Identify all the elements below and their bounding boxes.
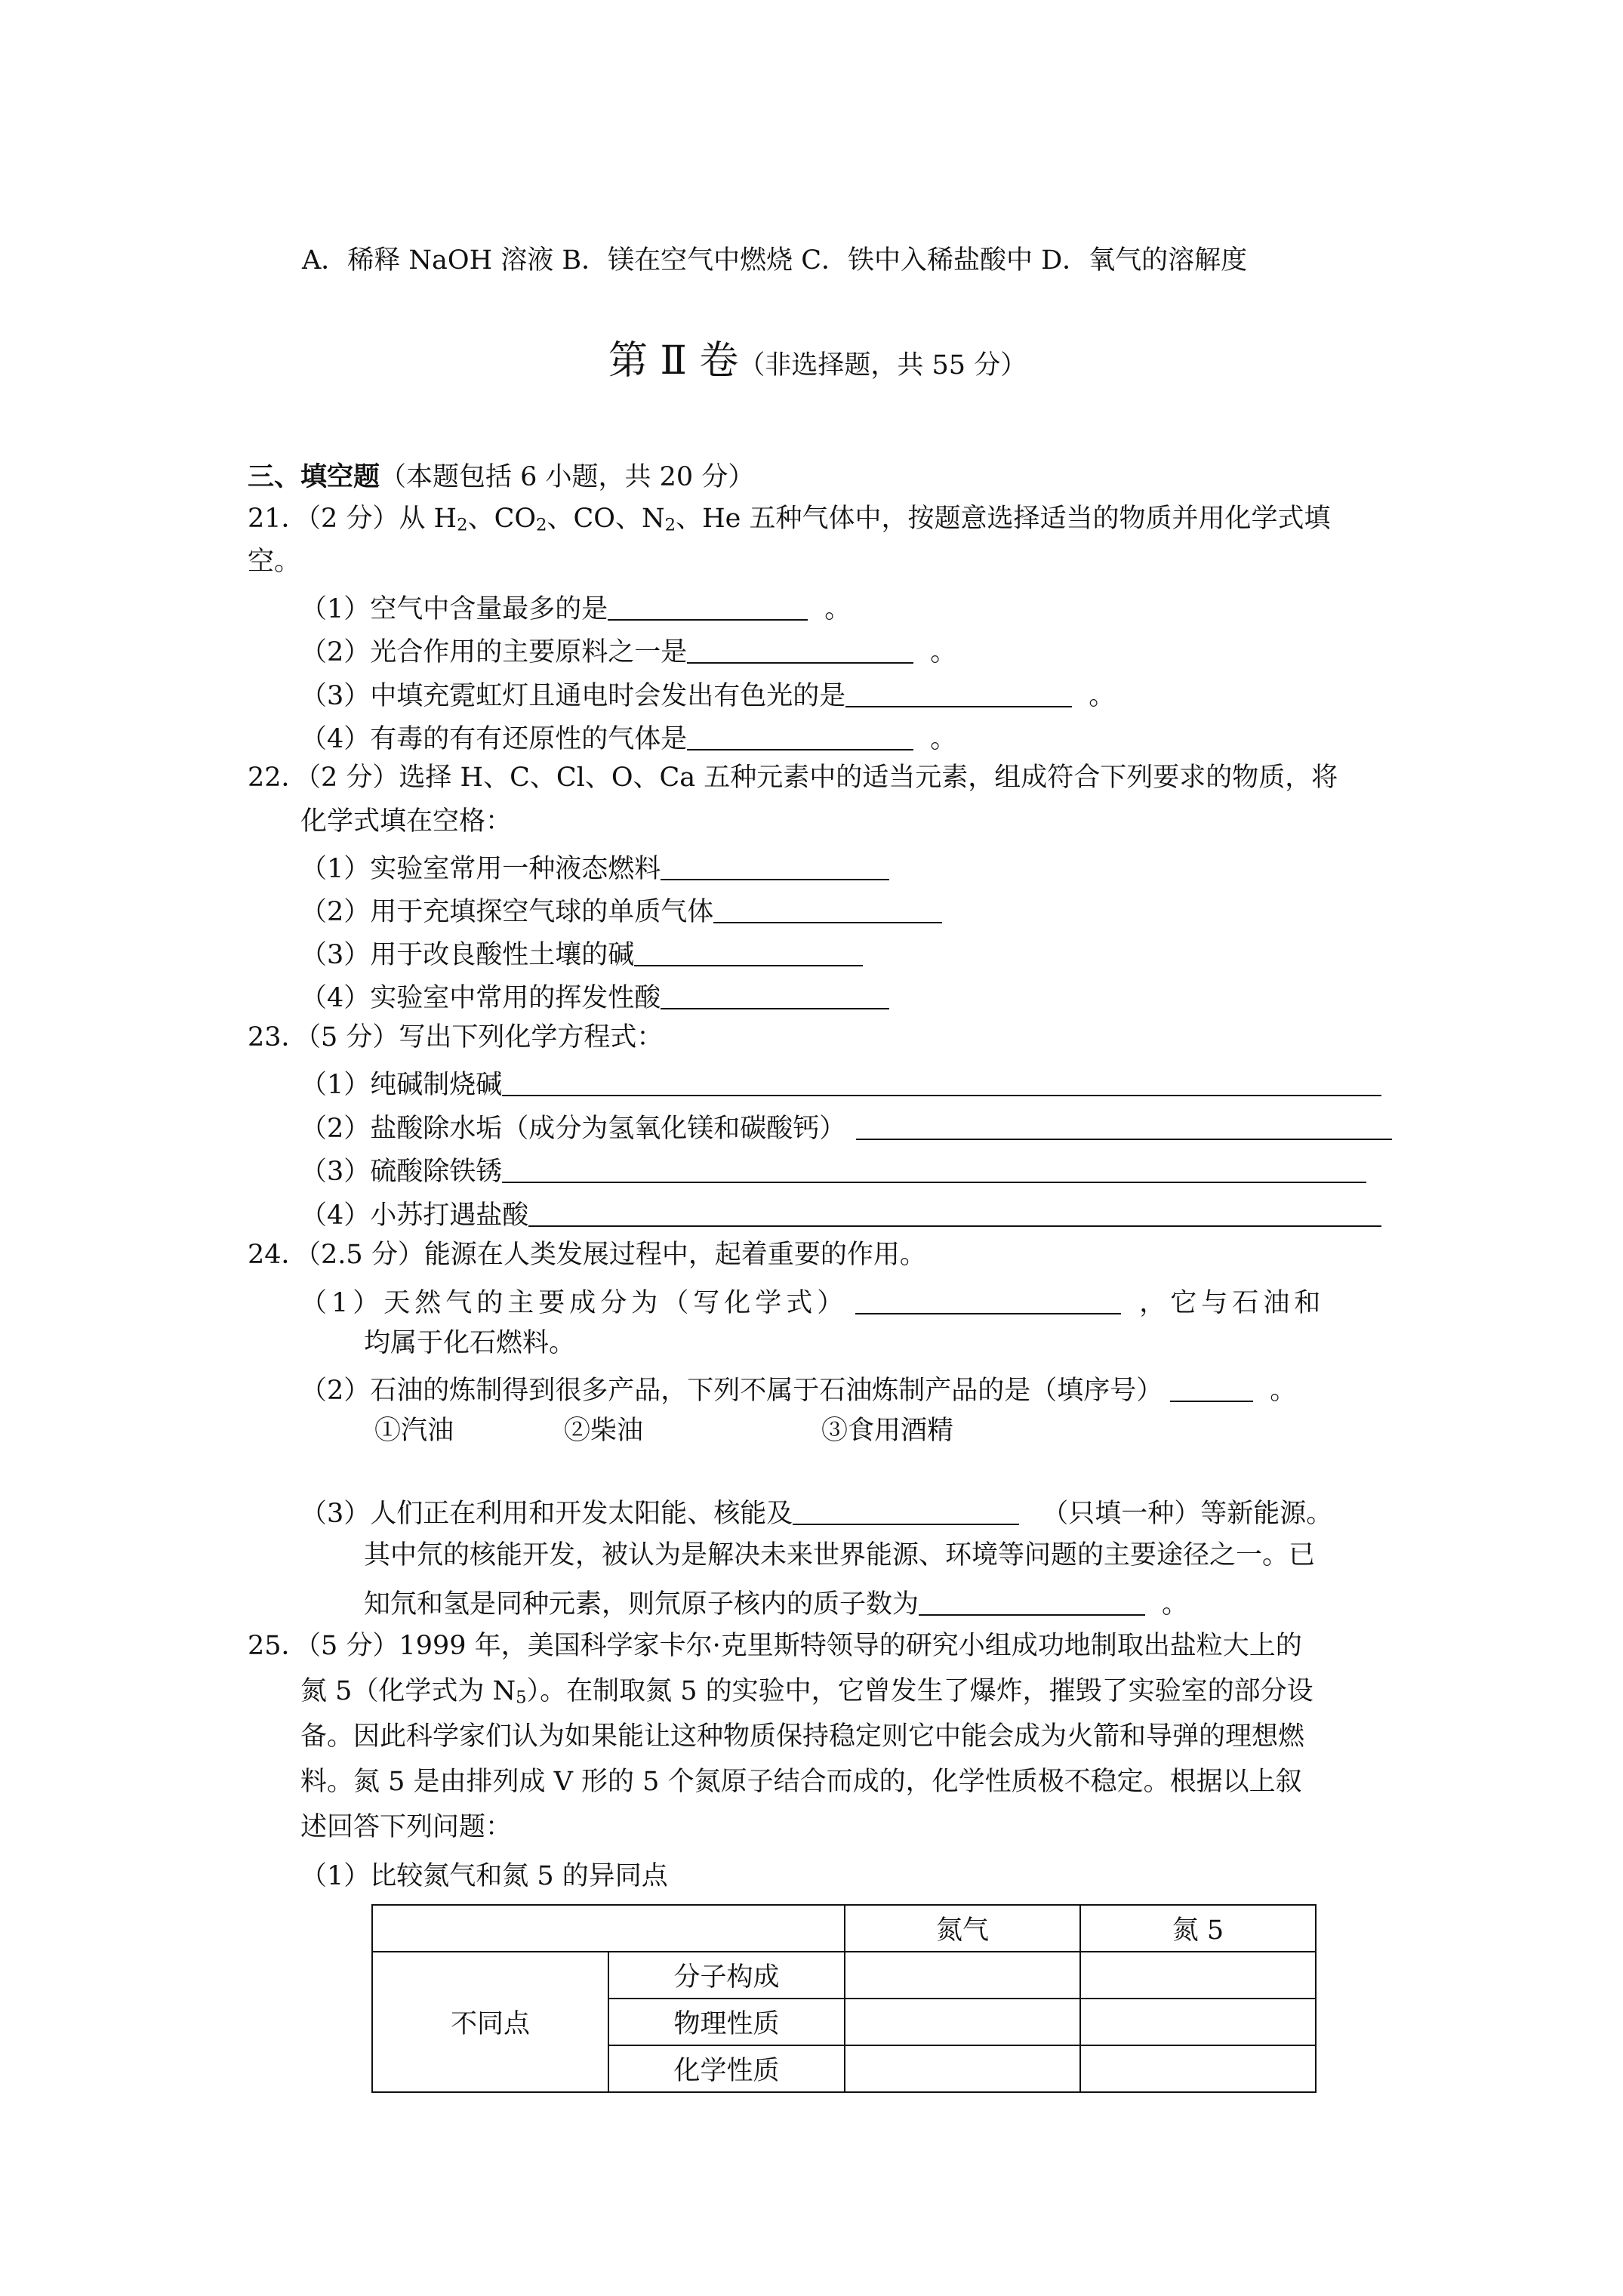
item-text: （2）光合作用的主要原料之一是: [300, 636, 688, 667]
section-title-note: （非选择题，共 55 分）: [738, 350, 1027, 381]
table-group-label: 不同点: [372, 1952, 608, 2092]
q24-part-3-line2: 其中氘的核能开发，被认为是解决未来世界能源、环境等问题的主要途径之一。已: [364, 1540, 1316, 1570]
table-header-row: [372, 1905, 1316, 1952]
section-heading-note: （本题包括 6 小题，共 20 分）: [380, 462, 755, 492]
q21-stem-part: 21．（2 分）从 H: [248, 504, 457, 534]
q23-item-2: [300, 1112, 1392, 1142]
item-text: 氮 5（化学式为 N: [300, 1676, 516, 1706]
answer-blank[interactable]: [661, 852, 889, 880]
answer-blank[interactable]: [919, 1588, 1145, 1616]
subscript: 5: [516, 1687, 527, 1708]
q24-part-1-line2: 均属于化石燃料。: [364, 1328, 576, 1358]
answer-blank[interactable]: [1170, 1374, 1253, 1402]
item-text: （4）小苏打遇盐酸: [300, 1200, 529, 1231]
answer-blank[interactable]: [855, 1287, 1121, 1314]
item-end: 。: [930, 636, 957, 667]
q22-item-3: [300, 938, 863, 969]
q24-option-2: ②柴油: [564, 1416, 644, 1446]
table-header-cell: [372, 1905, 845, 1952]
item-text: ）。在制取氮 5 的实验中，它曾发生了爆炸，摧毁了实验室的部分设: [526, 1676, 1313, 1706]
subscript: 2: [536, 515, 547, 535]
item-end: 。: [1089, 680, 1116, 711]
q21-stem-part: 、CO: [467, 504, 537, 534]
q23-item-4: [300, 1199, 1381, 1229]
subscript: 2: [457, 515, 468, 535]
answer-blank[interactable]: [856, 1112, 1392, 1140]
subscript: 2: [664, 515, 676, 535]
table-answer-cell[interactable]: [845, 1952, 1080, 1999]
comparison-table: [371, 1904, 1317, 2093]
item-text: （2）盐酸除水垢（成分为氢氧化镁和碳酸钙）: [300, 1113, 846, 1144]
q22-item-4: [300, 982, 889, 1012]
item-text: （1）空气中含量最多的是: [300, 593, 608, 624]
item-text: （1）实验室常用一种液态燃料: [300, 853, 661, 884]
item-end: 。: [1270, 1375, 1297, 1406]
answer-blank[interactable]: [502, 1155, 1366, 1183]
item-text: （2）石油的炼制得到很多产品，下列不属于石油炼制产品的是（填序号）: [300, 1375, 1163, 1406]
table-answer-cell[interactable]: [1080, 1999, 1316, 2045]
q24-stem: 24．（2.5 分）能源在人类发展过程中，起着重要的作用。: [248, 1240, 926, 1270]
table-header-cell: 氮气: [845, 1905, 1080, 1952]
item-text: （4）实验室中常用的挥发性酸: [300, 982, 661, 1013]
q24-part-1: [300, 1287, 1325, 1317]
q23-item-3: [300, 1155, 1366, 1185]
answer-blank[interactable]: [528, 1199, 1381, 1227]
q23-item-1: [300, 1068, 1381, 1099]
table-row-label: 分子构成: [608, 1952, 845, 1999]
q22-stem: 22．（2 分）选择 H、C、Cl、O、Ca 五种元素中的适当元素，组成符合下列要求的物质，将: [248, 763, 1338, 793]
item-end: 。: [930, 723, 957, 754]
table-answer-cell[interactable]: [845, 2045, 1080, 2092]
item-end: 。: [824, 593, 852, 624]
previous-question-options: A．稀释 NaOH 溶液 B．镁在空气中燃烧 C．铁中入稀盐酸中 D．氧气的溶解度: [302, 245, 1248, 276]
q25-line-5: 述回答下列问题：: [300, 1812, 513, 1842]
q22-item-1: [300, 852, 889, 883]
item-text: （只填一种）等新能源。: [1042, 1498, 1333, 1529]
answer-blank[interactable]: [502, 1068, 1381, 1096]
q22-stem-line2: 化学式填在空格：: [300, 806, 513, 837]
item-text: （3）人们正在利用和开发太阳能、核能及: [300, 1498, 793, 1529]
item-text: （3）硫酸除铁锈: [300, 1156, 503, 1187]
answer-blank[interactable]: [793, 1497, 1019, 1525]
table-row: [372, 1952, 1316, 1999]
q25-line-3: 备。因此科学家们认为如果能让这种物质保持稳定则它中能会成为火箭和导弹的理想燃: [300, 1721, 1305, 1752]
section-title: [608, 338, 1027, 384]
q23-stem: 23．（5 分）写出下列化学方程式：: [248, 1022, 664, 1052]
q25-line-4: 料。氮 5 是由排列成 V 形的 5 个氮原子结合而成的，化学性质极不稳定。根据以上叙: [300, 1767, 1302, 1797]
table-answer-cell[interactable]: [1080, 1952, 1316, 1999]
q21-stem-part: 、CO、N: [547, 504, 665, 534]
q21-item-2: [300, 636, 956, 666]
q25-sub-question-1: （1）比较氮气和氮 5 的异同点: [300, 1861, 668, 1891]
table-answer-cell[interactable]: [1080, 2045, 1316, 2092]
section-heading-label: 三、填空题: [248, 461, 380, 492]
q24-option-3: ③食用酒精: [821, 1416, 954, 1446]
q21-item-4: [300, 723, 956, 753]
q25-line-1: 25．（5 分）1999 年，美国科学家卡尔·克里斯特领导的研究小组成功地制取出盐粒大上的: [248, 1631, 1302, 1661]
section-heading: [248, 461, 755, 492]
q24-option-1: ①汽油: [374, 1416, 454, 1446]
answer-blank[interactable]: [687, 636, 913, 664]
item-text: ，它与石油和: [1139, 1287, 1326, 1318]
table-row-label: 物理性质: [608, 1999, 845, 2045]
table-header-cell: 氮 5: [1080, 1905, 1316, 1952]
answer-blank[interactable]: [845, 680, 1072, 707]
q24-part-3-line3: [364, 1588, 1188, 1618]
q21-item-3: [300, 680, 1115, 710]
q21-item-1: [300, 593, 851, 623]
item-text: （2）用于充填探空气球的单质气体: [300, 896, 714, 927]
q24-part-2: [300, 1374, 1296, 1404]
answer-blank[interactable]: [608, 593, 808, 621]
section-title-main: 第 Ⅱ 卷: [608, 338, 739, 384]
q24-part-3: [300, 1497, 1332, 1527]
answer-blank[interactable]: [713, 895, 942, 923]
q21-stem: [248, 504, 1331, 535]
table-row-label: 化学性质: [608, 2045, 845, 2092]
item-text: （4）有毒的有有还原性的气体是: [300, 723, 688, 754]
item-text: （3）中填充霓虹灯且通电时会发出有色光的是: [300, 680, 846, 711]
item-text: （1）纯碱制烧碱: [300, 1069, 503, 1100]
item-text: （1）天然气的主要成分为（写化学式）: [300, 1287, 848, 1318]
q25-line-2: [300, 1676, 1313, 1708]
item-end: 。: [1162, 1589, 1189, 1620]
q22-item-2: [300, 895, 942, 926]
answer-blank[interactable]: [634, 938, 863, 966]
answer-blank[interactable]: [661, 982, 889, 1009]
item-text: 知氘和氢是同种元素，则氘原子核内的质子数为: [364, 1589, 919, 1620]
q21-stem-line2: 空。: [248, 547, 301, 577]
item-text: （3）用于改良酸性土壤的碱: [300, 939, 635, 970]
answer-blank[interactable]: [687, 723, 913, 750]
q21-stem-part: 、He 五种气体中，按题意选择适当的物质并用化学式填: [676, 504, 1331, 534]
table-answer-cell[interactable]: [845, 1999, 1080, 2045]
